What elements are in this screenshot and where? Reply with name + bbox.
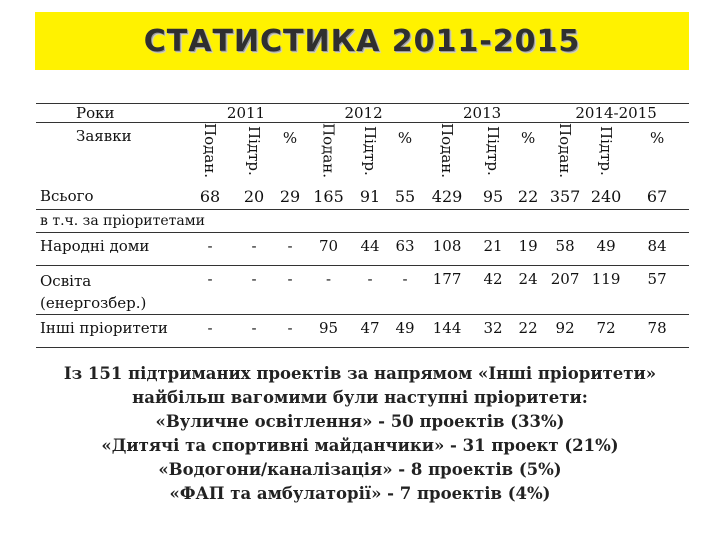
table-cell: 78 (625, 315, 689, 348)
table-cell: 49 (587, 233, 625, 266)
summary-line: «ФАП та амбулаторії» - 7 проектів (4%) (169, 484, 551, 503)
table-cell: 108 (421, 233, 473, 266)
header-supported: Підтр. (234, 123, 274, 184)
page-title: СТАТИСТИКА 2011-2015 (143, 23, 581, 59)
table-cell: 24 (513, 266, 543, 315)
table-cell: - (186, 315, 234, 348)
total-row (36, 183, 689, 210)
summary-line: «Вуличне освітлення» - 50 проектів (33%) (155, 412, 565, 431)
table-cell: 67 (625, 183, 689, 210)
table-cell: 429 (421, 183, 473, 210)
header-supported: Підтр. (473, 123, 513, 184)
table-cell: 72 (587, 315, 625, 348)
header-submitted: Подан. (421, 123, 473, 184)
year-2014-2015: 2014-2015 (543, 104, 689, 123)
table-cell: 55 (389, 183, 421, 210)
table-cell: 57 (625, 266, 689, 315)
table-cell: - (186, 233, 234, 266)
table-cell: - (306, 266, 351, 315)
summary-line: найбільш вагомими були наступні пріоритети: (132, 388, 588, 407)
title-banner (35, 12, 689, 70)
header-submitted: Подан. (543, 123, 587, 184)
table-cell: 22 (513, 183, 543, 210)
table-cell: 29 (274, 183, 306, 210)
header-supported: Підтр. (587, 123, 625, 184)
table-cell: 240 (587, 183, 625, 210)
table-cell: 92 (543, 315, 587, 348)
row-label: Освіта (енергозбер.) (36, 266, 186, 315)
header-submitted: Подан. (306, 123, 351, 184)
table-row (36, 315, 689, 348)
table-cell: 91 (351, 183, 389, 210)
header-percent: % (389, 123, 421, 184)
summary-text (20, 362, 700, 506)
table-cell: 144 (421, 315, 473, 348)
table-cell: - (389, 266, 421, 315)
table-cell: 58 (543, 233, 587, 266)
header-percent: % (513, 123, 543, 184)
header-percent: % (274, 123, 306, 184)
table-cell: 47 (351, 315, 389, 348)
requests-label: Заявки (36, 123, 186, 184)
table-cell: - (234, 233, 274, 266)
header-percent: % (625, 123, 689, 184)
table-row (36, 233, 689, 266)
table-cell: 177 (421, 266, 473, 315)
statistics-table (36, 103, 689, 348)
table-cell: - (274, 266, 306, 315)
years-label: Роки (36, 104, 186, 123)
summary-line: «Дитячі та спортивні майданчики» - 31 проект (21%) (101, 436, 619, 455)
table-cell: - (274, 233, 306, 266)
table-cell: 42 (473, 266, 513, 315)
row-label: Народні доми (36, 233, 186, 266)
table-cell: - (274, 315, 306, 348)
table-cell: 95 (473, 183, 513, 210)
table-cell: 165 (306, 183, 351, 210)
table-row (36, 266, 689, 315)
table-cell: 357 (543, 183, 587, 210)
header-submitted: Подан. (186, 123, 234, 184)
header-supported: Підтр. (351, 123, 389, 184)
table-cell: 84 (625, 233, 689, 266)
summary-line: Із 151 підтриманих проектів за напрямом «Інші пріоритети» (63, 364, 657, 383)
table-cell: - (234, 266, 274, 315)
table-cell: 19 (513, 233, 543, 266)
table-cell: 119 (587, 266, 625, 315)
priorities-section-row (36, 210, 689, 233)
row-label: Інші пріоритети (36, 315, 186, 348)
table-cell: 68 (186, 183, 234, 210)
year-2011: 2011 (186, 104, 306, 123)
summary-line: «Водогони/каналізація» - 8 проектів (5%) (158, 460, 562, 479)
years-header-row (36, 104, 689, 123)
table-cell: 21 (473, 233, 513, 266)
priorities-label: в т.ч. за пріоритетами (40, 213, 205, 229)
table-cell: - (351, 266, 389, 315)
table-cell: - (186, 266, 234, 315)
total-label: Всього (36, 183, 186, 210)
table-cell: 32 (473, 315, 513, 348)
table-cell: 22 (513, 315, 543, 348)
table-cell: 44 (351, 233, 389, 266)
table-cell: 20 (234, 183, 274, 210)
table-cell: 63 (389, 233, 421, 266)
table-cell: 95 (306, 315, 351, 348)
year-2013: 2013 (421, 104, 543, 123)
table-cell: 70 (306, 233, 351, 266)
table-cell: - (234, 315, 274, 348)
table-cell: 207 (543, 266, 587, 315)
year-2012: 2012 (306, 104, 421, 123)
subheader-row (36, 123, 689, 184)
table-cell: 49 (389, 315, 421, 348)
